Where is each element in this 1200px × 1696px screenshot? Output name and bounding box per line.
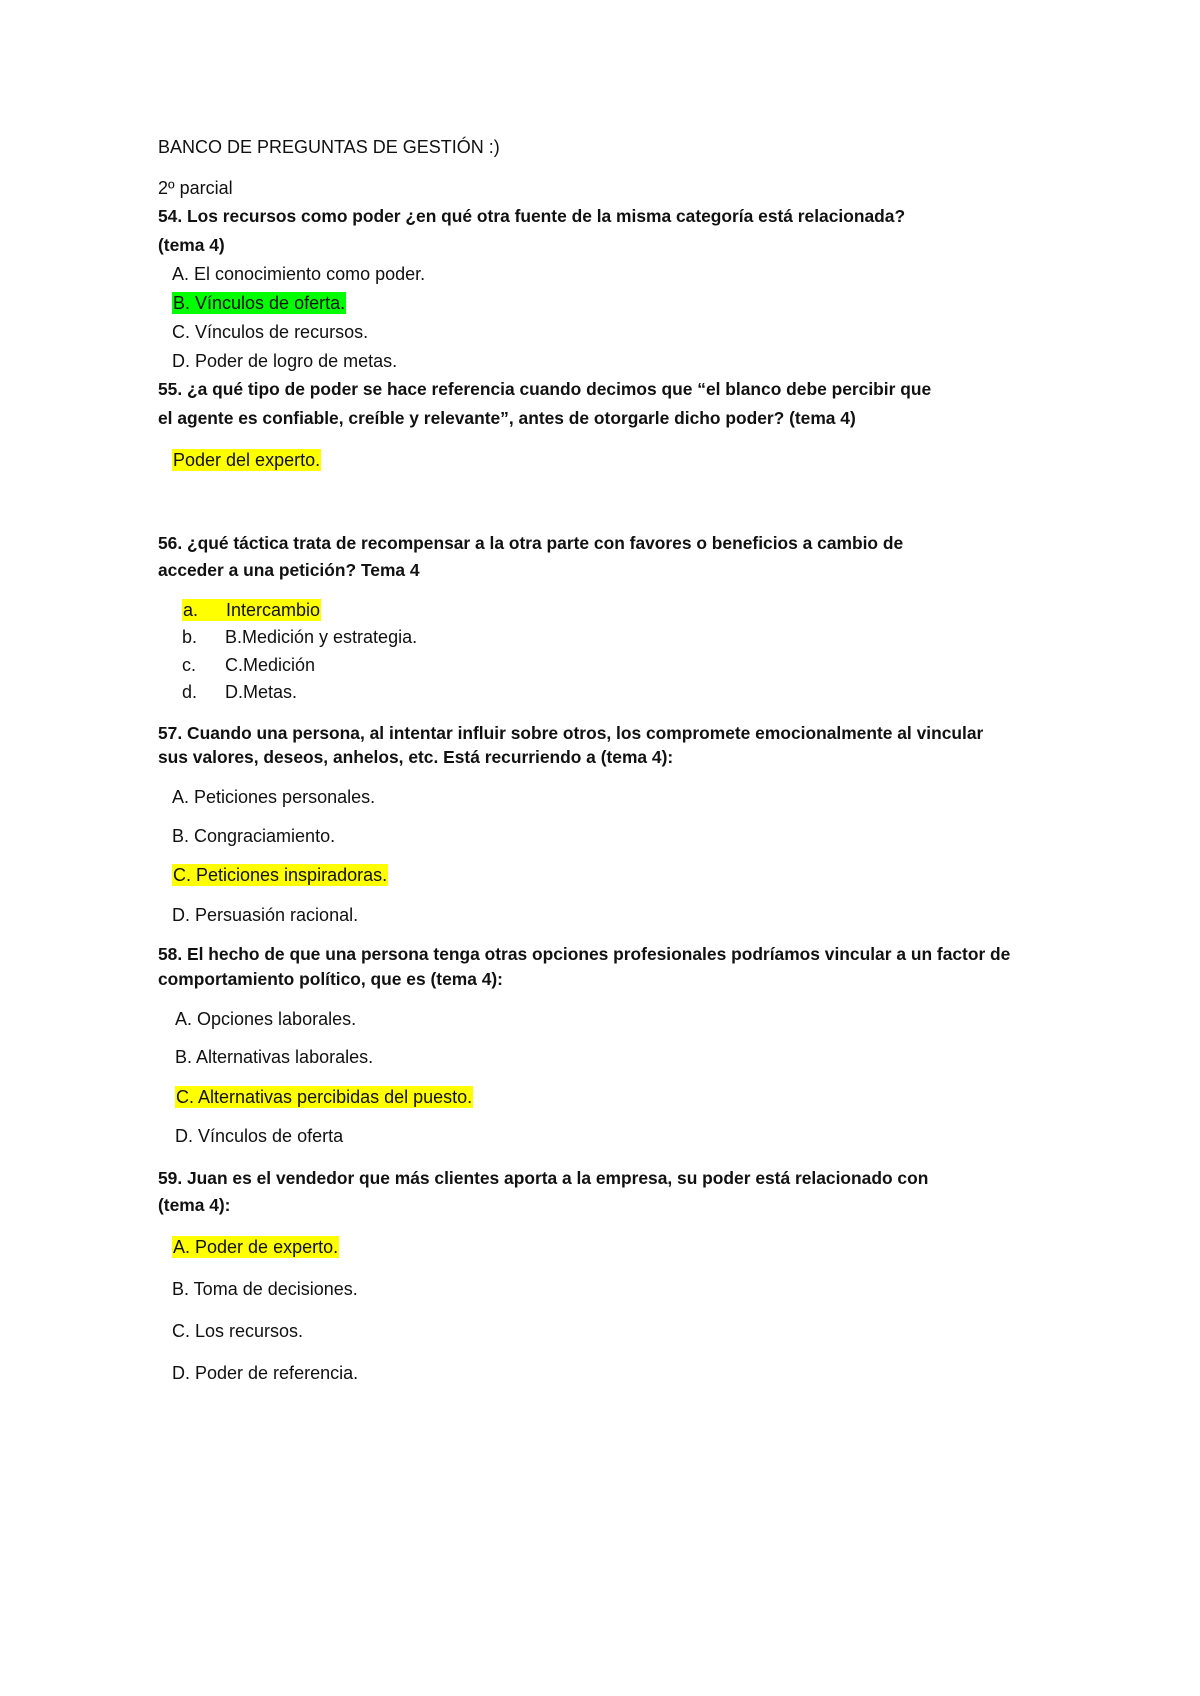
option-text: Intercambio	[226, 600, 321, 620]
list-letter: c.	[182, 655, 197, 675]
q58-option-b: B. Alternativas laborales.	[175, 1047, 374, 1067]
q56-option-c	[182, 653, 315, 677]
correct-answer-highlight: C. Peticiones inspiradoras.	[173, 865, 388, 885]
option-text: B.Medición y estrategia.	[225, 627, 418, 647]
document-title: BANCO DE PREGUNTAS DE GESTIÓN :)	[158, 137, 500, 157]
q54-option-c: C. Vínculos de recursos.	[172, 322, 369, 342]
correct-answer-highlight	[182, 599, 321, 621]
question-54-line-2: (tema 4)	[158, 235, 225, 255]
q57-option-d: D. Persuasión racional.	[172, 905, 359, 925]
q57-option-c-correct	[172, 863, 388, 887]
q54-option-b-correct	[172, 291, 346, 315]
question-57-line-2: sus valores, deseos, anhelos, etc. Está recurriendo a (tema 4):	[158, 747, 674, 767]
q55-answer-correct	[172, 448, 321, 472]
q56-option-d	[182, 680, 297, 704]
question-56-line-1: 56. ¿qué táctica trata de recompensar a la otra parte con favores o beneficios a cambio de	[158, 533, 904, 553]
q54-option-a: A. El conocimiento como poder.	[172, 264, 426, 284]
list-letter: b.	[182, 627, 198, 647]
question-56-line-2: acceder a una petición? Tema 4	[158, 560, 420, 580]
q56-option-b	[182, 625, 417, 649]
option-text: C.Medición	[225, 655, 316, 675]
correct-answer-highlight: B. Vínculos de oferta.	[173, 293, 346, 313]
question-59-line-1: 59. Juan es el vendedor que más clientes aporta a la empresa, su poder está relacionado con	[158, 1168, 929, 1188]
option-text: D.Metas.	[225, 682, 298, 702]
question-58-line-1: 58. El hecho de que una persona tenga otras opciones profesionales podríamos vincular a un factor de	[158, 944, 1011, 964]
question-57-line-1: 57. Cuando una persona, al intentar influir sobre otros, los compromete emocionalmente al vincular	[158, 723, 984, 743]
q59-option-b: B. Toma de decisiones.	[172, 1279, 358, 1299]
question-59-line-2: (tema 4):	[158, 1195, 231, 1215]
question-55-line-2: el agente es confiable, creíble y relevante”, antes de otorgarle dicho poder? (tema 4)	[158, 408, 856, 428]
question-58-line-2: comportamiento político, que es (tema 4):	[158, 969, 503, 989]
correct-answer-highlight: C. Alternativas percibidas del puesto.	[176, 1087, 473, 1107]
list-letter: d.	[182, 682, 198, 702]
correct-answer-highlight: A. Poder de experto.	[173, 1237, 339, 1257]
question-54-line-1: 54. Los recursos como poder ¿en qué otra fuente de la misma categoría está relacionada?	[158, 206, 906, 226]
q56-option-a-correct	[182, 598, 321, 622]
q58-option-d: D. Vínculos de oferta	[175, 1126, 344, 1146]
document-subtitle: 2º parcial	[158, 178, 233, 198]
q57-option-a: A. Peticiones personales.	[172, 787, 376, 807]
q59-option-c: C. Los recursos.	[172, 1321, 304, 1341]
correct-answer-highlight: Poder del experto.	[173, 450, 321, 470]
q54-option-d: D. Poder de logro de metas.	[172, 351, 398, 371]
question-55-line-1: 55. ¿a qué tipo de poder se hace referencia cuando decimos que “el blanco debe percibir que	[158, 379, 932, 399]
q58-option-c-correct	[175, 1085, 473, 1109]
q57-option-b: B. Congraciamiento.	[172, 826, 336, 846]
q59-option-d: D. Poder de referencia.	[172, 1363, 359, 1383]
q58-option-a: A. Opciones laborales.	[175, 1009, 357, 1029]
q59-option-a-correct	[172, 1235, 339, 1259]
list-letter: a.	[183, 600, 199, 620]
